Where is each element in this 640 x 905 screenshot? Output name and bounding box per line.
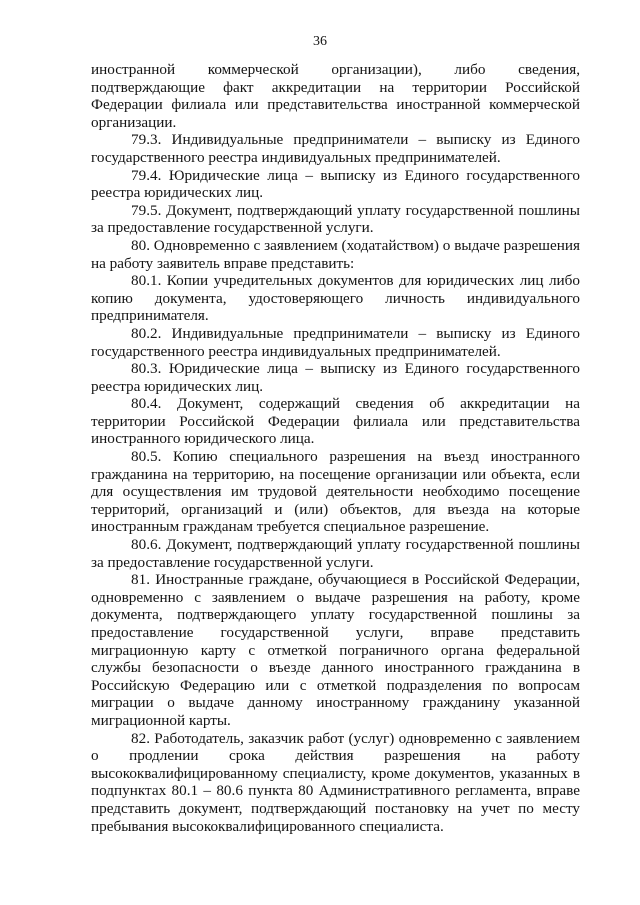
- paragraph-81: 81. Иностранные граждане, обучающиеся в Российской Федерации, одновременно с заявлением о выдаче разрешения на работу, кроме документа, подтверждающего уплату государственной пошлины за предоставление государственной услуги, вправе представить миграционную карту с отметкой пограничного органа федеральной службы безопасности о въезде данного иностранного гражданина в Российскую Федерацию или с отметкой подразделения по вопросам миграции о выдаче данному иностранному гражданину указанной миграционной карты.: [91, 571, 580, 729]
- paragraph-79-4: 79.4. Юридические лица – выписку из Единого государственного реестра юридических лиц.: [91, 166, 580, 202]
- document-body: [91, 61, 580, 835]
- paragraph-80: 80. Одновременно с заявлением (ходатайством) о выдаче разрешения на работу заявитель вправе представить:: [91, 236, 580, 272]
- paragraph-80-2: 80.2. Индивидуальные предприниматели – выписку из Единого государственного реестра индивидуальных предпринимателей.: [91, 324, 580, 360]
- paragraph-80-4: 80.4. Документ, содержащий сведения об аккредитации на территории Российской Федерации филиала или представительства иностранного юридического лица.: [91, 395, 580, 448]
- paragraph-79-5: 79.5. Документ, подтверждающий уплату государственной пошлины за предоставление государственной услуги.: [91, 201, 580, 237]
- paragraph-79-3: 79.3. Индивидуальные предприниматели – выписку из Единого государственного реестра индивидуальных предпринимателей.: [91, 131, 580, 166]
- paragraph-80-1: 80.1. Копии учредительных документов для юридических лиц либо копию документа, удостоверяющего личность индивидуального предпринимателя.: [91, 272, 580, 325]
- paragraph-80-6: 80.6. Документ, подтверждающий уплату государственной пошлины за предоставление государственной услуги.: [91, 536, 580, 571]
- paragraph-80-3: 80.3. Юридические лица – выписку из Единого государственного реестра юридических лиц.: [91, 360, 580, 395]
- paragraph-80-5: 80.5. Копию специального разрешения на въезд иностранного гражданина на территорию, на посещение организации или объекта, если для осуществления им трудовой деятельности необходимо посещение территорий, организаций и (или) объектов, для въезда на которые иностранным гражданам требуется специальное разрешение.: [91, 448, 580, 536]
- page-number: 36: [313, 34, 327, 49]
- paragraph-82: 82. Работодатель, заказчик работ (услуг) одновременно с заявлением о продлении срока действия разрешения на работу высококвалифицированному специалисту, кроме документов, указанных в подпунктах 80.1 – 80.6 пункта 80 Административного регламента, вправе представить документ, подтверждающий постановку на учет по месту пребывания высококвалифицированного специалиста.: [91, 729, 580, 835]
- paragraph-continuation: иностранной коммерческой организации), либо сведения, подтверждающие факт аккредитации на территории Российской Федерации филиала или представительства иностранной коммерческой организации.: [91, 61, 580, 131]
